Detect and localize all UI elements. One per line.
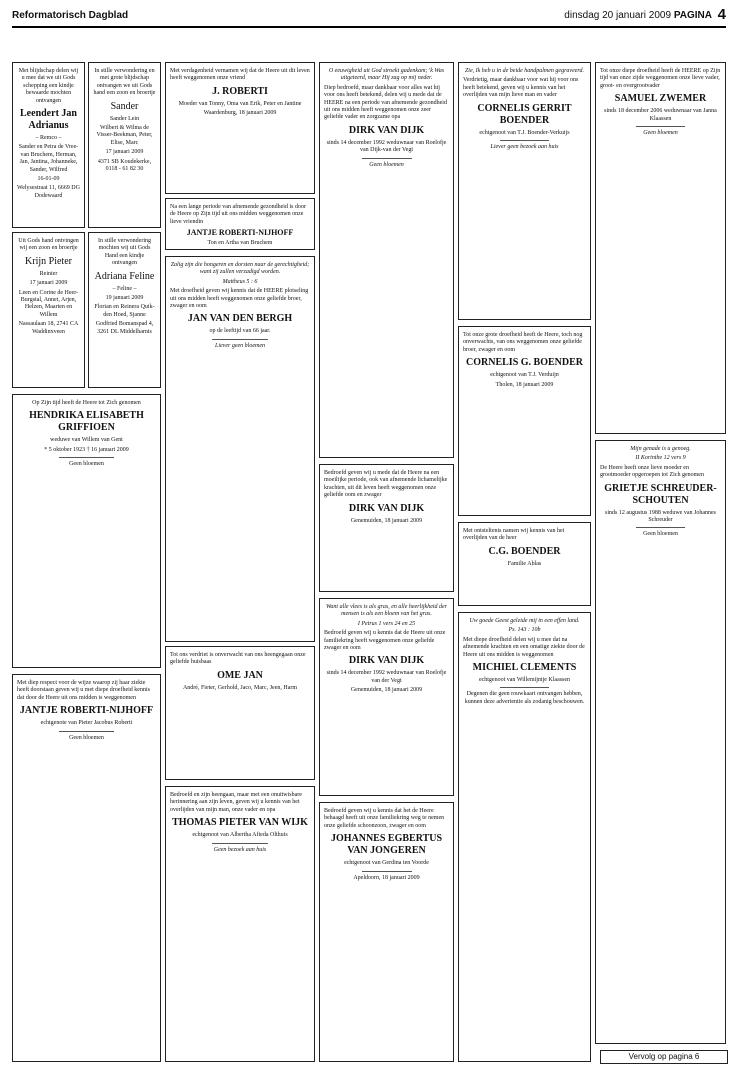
death-notice-jantje-roberti: Na een lange periode van afnemende gezondheid is door de Heere op Zijn tijd uit ons midden weggenomen onze lieve vriendin JANTJE ROBERTI-NIJHOFF Ton en Artha van Bruchem bbox=[165, 198, 315, 250]
death-notice-van-wijk: Bedroefd en zijn heengaan, maar met een onuitwisbare herinnering aan zijn leven, geven wij u kennis van het overlijden van mijn man, onze vader en opa THOMAS PIETER VAN WIJK echtgenoot van Albertha Afieda Olthuis Geen bezoek aan huis bbox=[165, 786, 315, 1062]
death-notice-schreuder: Mijn genade is u genoeg. II Korinthe 12 vers 9 De Heere heeft onze lieve moeder en grootmoeder opgeroepen tot Zich genomen GRIETJE SCHREUDER-SCHOUTEN sinds 12 augustus 1988 weduwe van Johannes Schreuder Geen bloemen bbox=[595, 440, 726, 1044]
death-notice-dirk-van-dijk-2: Bedroefd geven wij u mede dat de Heere na een moeilijke periode, ook van afnemende lichamelijke krachten, uit dit leven heeft weggenomen onze geliefde oom en zwager DIRK VAN DIJK Genemuiden, 18 januari 2009 bbox=[319, 464, 454, 592]
death-notice-griffioen: Op Zijn tijd heeft de Heere tot Zich genomen HENDRIKA ELISABETH GRIFFIOEN weduwe van Willem van Gent * 5 oktober 1923 † 16 januari 2009 Geen bloemen bbox=[12, 394, 161, 668]
death-notice-zwemer: Tot onze diepe droefheid heeft de HEERE op Zijn tijd van onze zijde weggenomen onze lieve vader, groot- en overgrootvader SAMUEL ZWEMER sinds 18 december 2006 weduwnaar van Janna Klaassen Geen bloemen bbox=[595, 62, 726, 434]
death-notice-roberti: Met verdagenheid vernamen wij dat de Heere uit dit leven heeft weggenomen onze vriend J. ROBERTI Moeder van Tonny, Oma van Erik, Peter en Jantine Waardenburg, 18 januari 2009 bbox=[165, 62, 315, 194]
masthead bbox=[12, 8, 726, 28]
death-notice-roberti-nijhoff: Met diep respect voor de wijze waarop zij haar ziekte heeft doorstaan geven wij u met diepe droefheid kennis dat door de Heere uit ons midden is weggenomen JANTJE ROBERTI-NIJHOFF echtgenote van Pieter Jacobus Roberti Geen bloemen bbox=[12, 674, 161, 1062]
death-notice-clements: Uw goede Geest geleide mij in een effen land. Ps. 143 : 10b Met diepe droefheid delen wij u mee dat na afnemende krachten en een omatige ziekte door de Heere uit ons midden is weggenomen MICHIEL CLEMENTS echtgenoot van Willemijntje Klaassen Degenen die geen rouwkaart ontvangen hebben, kunnen deze advertentie als zodanig beschouwen. bbox=[458, 612, 591, 1062]
publication-date: dinsdag 20 januari 2009 PAGINA bbox=[564, 10, 712, 21]
death-notice-van-den-bergh: Zalig zijn die hongeren en dorsten naar de gerechtigheid; want zij zullen verzadigd worden. Mattheus 5 : 6 Met droefheid geven wij kennis dat de HEERE plotseling uit ons midden heeft weggenomen onze geliefde broer, zwager en oom JAN VAN DEN BERGH op de leeftijd van 66 jaar. Liever geen bloemen bbox=[165, 256, 315, 642]
death-notice-ome-jan: Tot ons verdriet is onverwacht van ons heengegaan onze geliefde huisbaas OME JAN André, Fieter, Gerhold, Jaco, Marc, Jeen, Harm bbox=[165, 646, 315, 780]
death-notice-dirk-van-dijk-3: Want alle vlees is als gras, en alle heerlijkheid der mensen is als een bloem van het gras. I Petrus 1 vers 24 en 25 Bedroefd geven wij u kennis dat de Heere uit onze familiekring heeft weggenomen onze geliefde zwager en oom DIRK VAN DIJK sinds 14 december 1992 weduwnaar van Roelofje van der Vegt Genemuiden, 18 januari 2009 bbox=[319, 598, 454, 796]
death-notice-cg-boender: Tot onze grote droefheid heeft de Heere, toch nog onverwachts, van ons weggenomen onze geliefde broer, zwager en oom CORNELIS G. BOENDER echtgenoot van T.J. Verduijn Tholen, 18 januari 2009 bbox=[458, 326, 591, 516]
death-notice-dirk-van-dijk: O eeuwigheid uit God stroekt gadenkam; 'k Was uitgeteerd, maar Hij zag op mij neder. Diep bedroefd, maar dankbaar voor alles wat hij voor ons heeft betekend, delen wij u mede dat de HEERE na een periode van afnemende gezondheid uit ons midden heeft weggenomen onze zeer geliefde vader en zorgzame opa DIRK VAN DIJK sinds 14 december 1992 weduwnaar van Roelofje van Dijk-van der Vegt Geen bloemen bbox=[319, 62, 454, 458]
birth-notice-adriana: In stille verwondering mochten wij uit Gods Hand een kindje ontvangen Adriana Feline – Feline – 19 januari 2009 Florian en Reinera Quik-den Hoed, Sjanne Godfried Bomanspad 4, 3261 DL Middelharnis bbox=[88, 232, 161, 388]
death-notice-boender: Zie, Ik heb u in de beide handpalmen gegraveerd. Verdrietig, maar dankbaar voor wat hij voor ons heeft betekend, geven wij u kennis van het overlijden van mijn lieve man en vader CORNELIS GERRIT BOENDER echtgenoot van T.J. Boender-Verkuijs Liever geen bezoek aan huis bbox=[458, 62, 591, 320]
birth-notice-krijn: Uit Gods hand ontvingen wij een zoon en broertje Krijn Pieter Reinier 17 januari 2009 Leen en Corine de Heer-Burgstal, Annet, Arjen, Helzen, Maarten en Willem Nassaulaan 18, 2741 CA Waddinxveen bbox=[12, 232, 85, 388]
page-number: 4 bbox=[717, 6, 726, 23]
birth-notice-leendert: Met blijdschap delen wij u mee dat we uit Gods schepping een kindje bewaarde mochten ontvangen Leendert Jan Adrianus – Remco – Sander en Petra de Vree-van Bruchem, Herman, Jan, Jantina, Johanneke, Sander, Wilfred 16-01-09 Welysestraat 11, 6669 DG Dodewaard bbox=[12, 62, 85, 228]
continued-on-page-link[interactable]: Vervolg op pagina 6 bbox=[600, 1050, 728, 1064]
newspaper-name: Reformatorisch Dagblad bbox=[12, 10, 129, 21]
condolence-notice-ablas: Met ontsteltenis namen wij kennis van het overlijden van de heer C.G. BOENDER Familie Ablas bbox=[458, 522, 591, 606]
death-notice-van-jongeren: Bedroefd geven wij u kennis dat het de Heere behaagd heeft uit onze familiekring weg te nemen onze geliefde schoonzoon, zwager en oom JOHANNES EGBERTUS VAN JONGEREN echtgenoot van Gerdina ten Voorde Apeldoorn, 18 januari 2009 bbox=[319, 802, 454, 1062]
birth-notice-sander: In stille verwondering en met grote blijdschap ontvangen we uit Gods hand een zoon en broertje Sander Sander Lein Wilbert & Wilma de Visser-Beekman, Peter, Elise, Marc 17 januari 2009 4371 SB Koudekerke, 0118 - 61 82 30 bbox=[88, 62, 161, 228]
